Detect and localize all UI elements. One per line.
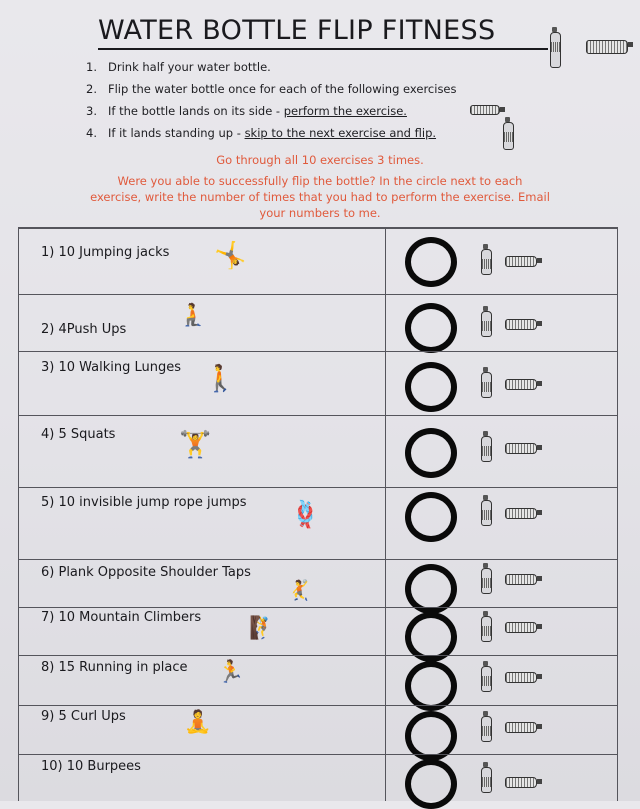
instruction-underlined: perform the exercise. [283,104,407,118]
email-note-line: Were you able to successfully flip the bottle? In the circle next to each [117,174,523,188]
exercise-table [18,227,618,801]
instruction-1 [86,56,556,78]
instruction-number: 2. [86,82,97,96]
water-bottle-side-icon [505,622,537,633]
water-bottle-side-icon [505,777,537,788]
exercise-label: 2) 4Push Ups [41,322,127,337]
table-row [19,705,617,755]
exercise-label: 4) 5 Squats [41,427,116,442]
water-bottle-side-icon [505,672,537,683]
page-title: WATER BOTTLE FLIP FITNESS [98,14,548,50]
exercise-label: 1) 10 Jumping jacks [41,245,170,260]
water-bottle-upright-icon [481,436,492,462]
table-row [19,607,617,656]
water-bottle-upright-icon [503,122,514,150]
count-circle[interactable] [405,428,457,478]
lunge-icon: 🚶 [204,364,237,394]
instruction-underlined: skip to the next exercise and flip. [244,126,437,140]
exercise-label: 7) 10 Mountain Climbers [41,610,202,625]
water-bottle-side-icon [505,722,537,733]
jumping-jacks-icon: 🤸 [214,241,247,271]
water-bottle-upright-icon [481,311,492,337]
table-row [19,415,617,488]
water-bottle-side-icon [505,256,537,267]
count-circle[interactable] [405,492,457,542]
water-bottle-side-icon [505,379,537,390]
instruction-text: Drink half your water bottle. [108,60,271,74]
squat-icon: 🏋 [179,430,212,460]
water-bottle-upright-icon [481,716,492,742]
push-up-icon: 🧎 [179,303,207,328]
water-bottle-side-icon [505,443,537,454]
jump-rope-icon: 🪢 [289,500,322,530]
instruction-text: If it lands standing up - [108,126,245,140]
table-row [19,655,617,706]
instruction-4 [86,122,556,144]
instruction-number: 1. [86,60,97,74]
mountain-climber-icon: 🧗 [249,616,277,641]
table-row [19,294,617,352]
table-row [19,559,617,608]
table-row [19,754,617,803]
plank-tap-icon: 🤾 [287,578,312,602]
water-bottle-upright-icon [481,500,492,526]
exercise-label: 5) 10 invisible jump rope jumps [41,495,247,510]
water-bottle-upright-icon [481,568,492,594]
email-note [40,173,600,221]
table-row [19,487,617,560]
instruction-number: 3. [86,104,97,118]
exercise-label: 8) 15 Running in place [41,660,188,675]
email-note-line: your numbers to me. [259,206,381,220]
table-row [19,228,617,295]
repeat-note: Go through all 10 exercises 3 times. [216,153,424,167]
exercise-label: 10) 10 Burpees [41,759,141,774]
exercise-label: 9) 5 Curl Ups [41,709,126,724]
water-bottle-upright-icon [481,666,492,692]
exercise-label: 6) Plank Opposite Shoulder Taps [41,565,251,580]
water-bottle-side-icon [505,574,537,585]
instruction-text: If the bottle lands on its side - [108,104,284,118]
water-bottle-side-icon [505,319,537,330]
water-bottle-upright-icon [481,616,492,642]
water-bottle-upright-icon [481,767,492,793]
count-circle[interactable] [405,362,457,412]
count-circle[interactable] [405,759,457,809]
email-note-line: exercise, write the number of times that you had to perform the exercise. Email [90,190,550,204]
instruction-2 [86,78,556,100]
count-circle[interactable] [405,303,457,353]
water-bottle-upright-icon [481,372,492,398]
count-circle[interactable] [405,237,457,287]
water-bottle-side-icon [505,508,537,519]
running-icon: 🏃 [217,660,245,685]
instruction-text: Flip the water bottle once for each of the following exercises [108,82,457,96]
count-circle[interactable] [405,661,457,711]
curl-up-icon: 🧘 [184,710,212,735]
table-row [19,351,617,416]
water-bottle-side-icon [470,105,500,115]
water-bottle-upright-icon [481,249,492,275]
instruction-number: 4. [86,126,97,140]
instructions-list [86,56,556,144]
water-bottle-side-icon [586,40,628,54]
exercise-label: 3) 10 Walking Lunges [41,360,182,375]
